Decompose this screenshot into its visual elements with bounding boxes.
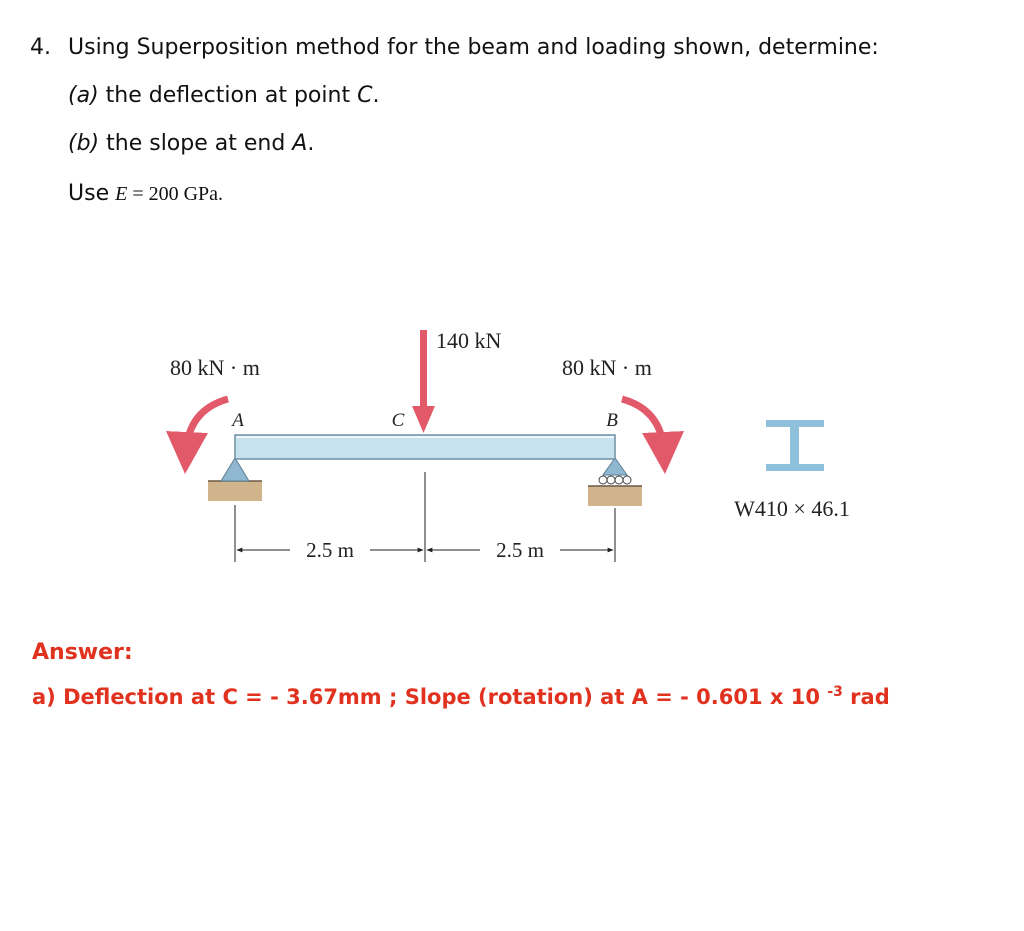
answer-exponent: -3 [827, 684, 843, 700]
modulus-equals: = [127, 183, 149, 205]
part-b [68, 130, 314, 158]
beam-figure [0, 300, 1024, 590]
answer-line [32, 684, 890, 709]
load-arrow-shaft [420, 330, 427, 406]
part-b-point: A [292, 131, 308, 156]
part-a-end: . [372, 83, 380, 108]
use-label: Use [68, 181, 110, 206]
modulus-value: 200 GPa. [148, 183, 224, 205]
question-number: 4. [30, 35, 51, 60]
part-b-letter: (b) [68, 131, 100, 156]
load-label: 140 kN [436, 328, 502, 353]
part-a [68, 82, 379, 110]
moment-left-label: 80 kN · m [170, 355, 260, 380]
beam [235, 435, 615, 459]
ground-left [208, 481, 262, 501]
part-b-end: . [307, 131, 315, 156]
span-right-label: 2.5 m [496, 538, 544, 562]
point-c-label: C [391, 410, 405, 431]
point-a-label: A [232, 410, 244, 431]
modulus-equation [115, 183, 223, 205]
use-modulus [68, 180, 223, 208]
point-b-label: B [606, 410, 618, 431]
section-label: W410 × 46.1 [734, 496, 850, 521]
load-arrow-head [412, 406, 435, 433]
moment-right-arrow [622, 399, 664, 453]
pin-support-a [221, 458, 249, 481]
modulus-symbol: E [115, 183, 128, 205]
roller-support-b [603, 458, 627, 475]
span-left-label: 2.5 m [306, 538, 354, 562]
ground-right [588, 486, 642, 506]
answer-suffix: rad [842, 685, 890, 709]
moment-right-label: 80 kN · m [562, 355, 652, 380]
part-a-point: C [357, 83, 373, 108]
rollers [599, 476, 631, 484]
part-b-text: the slope at end [99, 131, 293, 156]
question-statement: Using Superposition method for the beam and loading shown, determine: [68, 35, 879, 60]
wide-flange-section-icon [766, 420, 824, 471]
part-a-text: the deflection at point [98, 83, 358, 108]
answer-heading: Answer: [32, 640, 133, 665]
part-a-letter: (a) [68, 83, 99, 108]
moment-left-arrow [186, 399, 228, 453]
answer-prefix: a) Deflection at C = - 3.67mm ; Slope (rotation) at A = - 0.601 x 10 [32, 685, 828, 709]
